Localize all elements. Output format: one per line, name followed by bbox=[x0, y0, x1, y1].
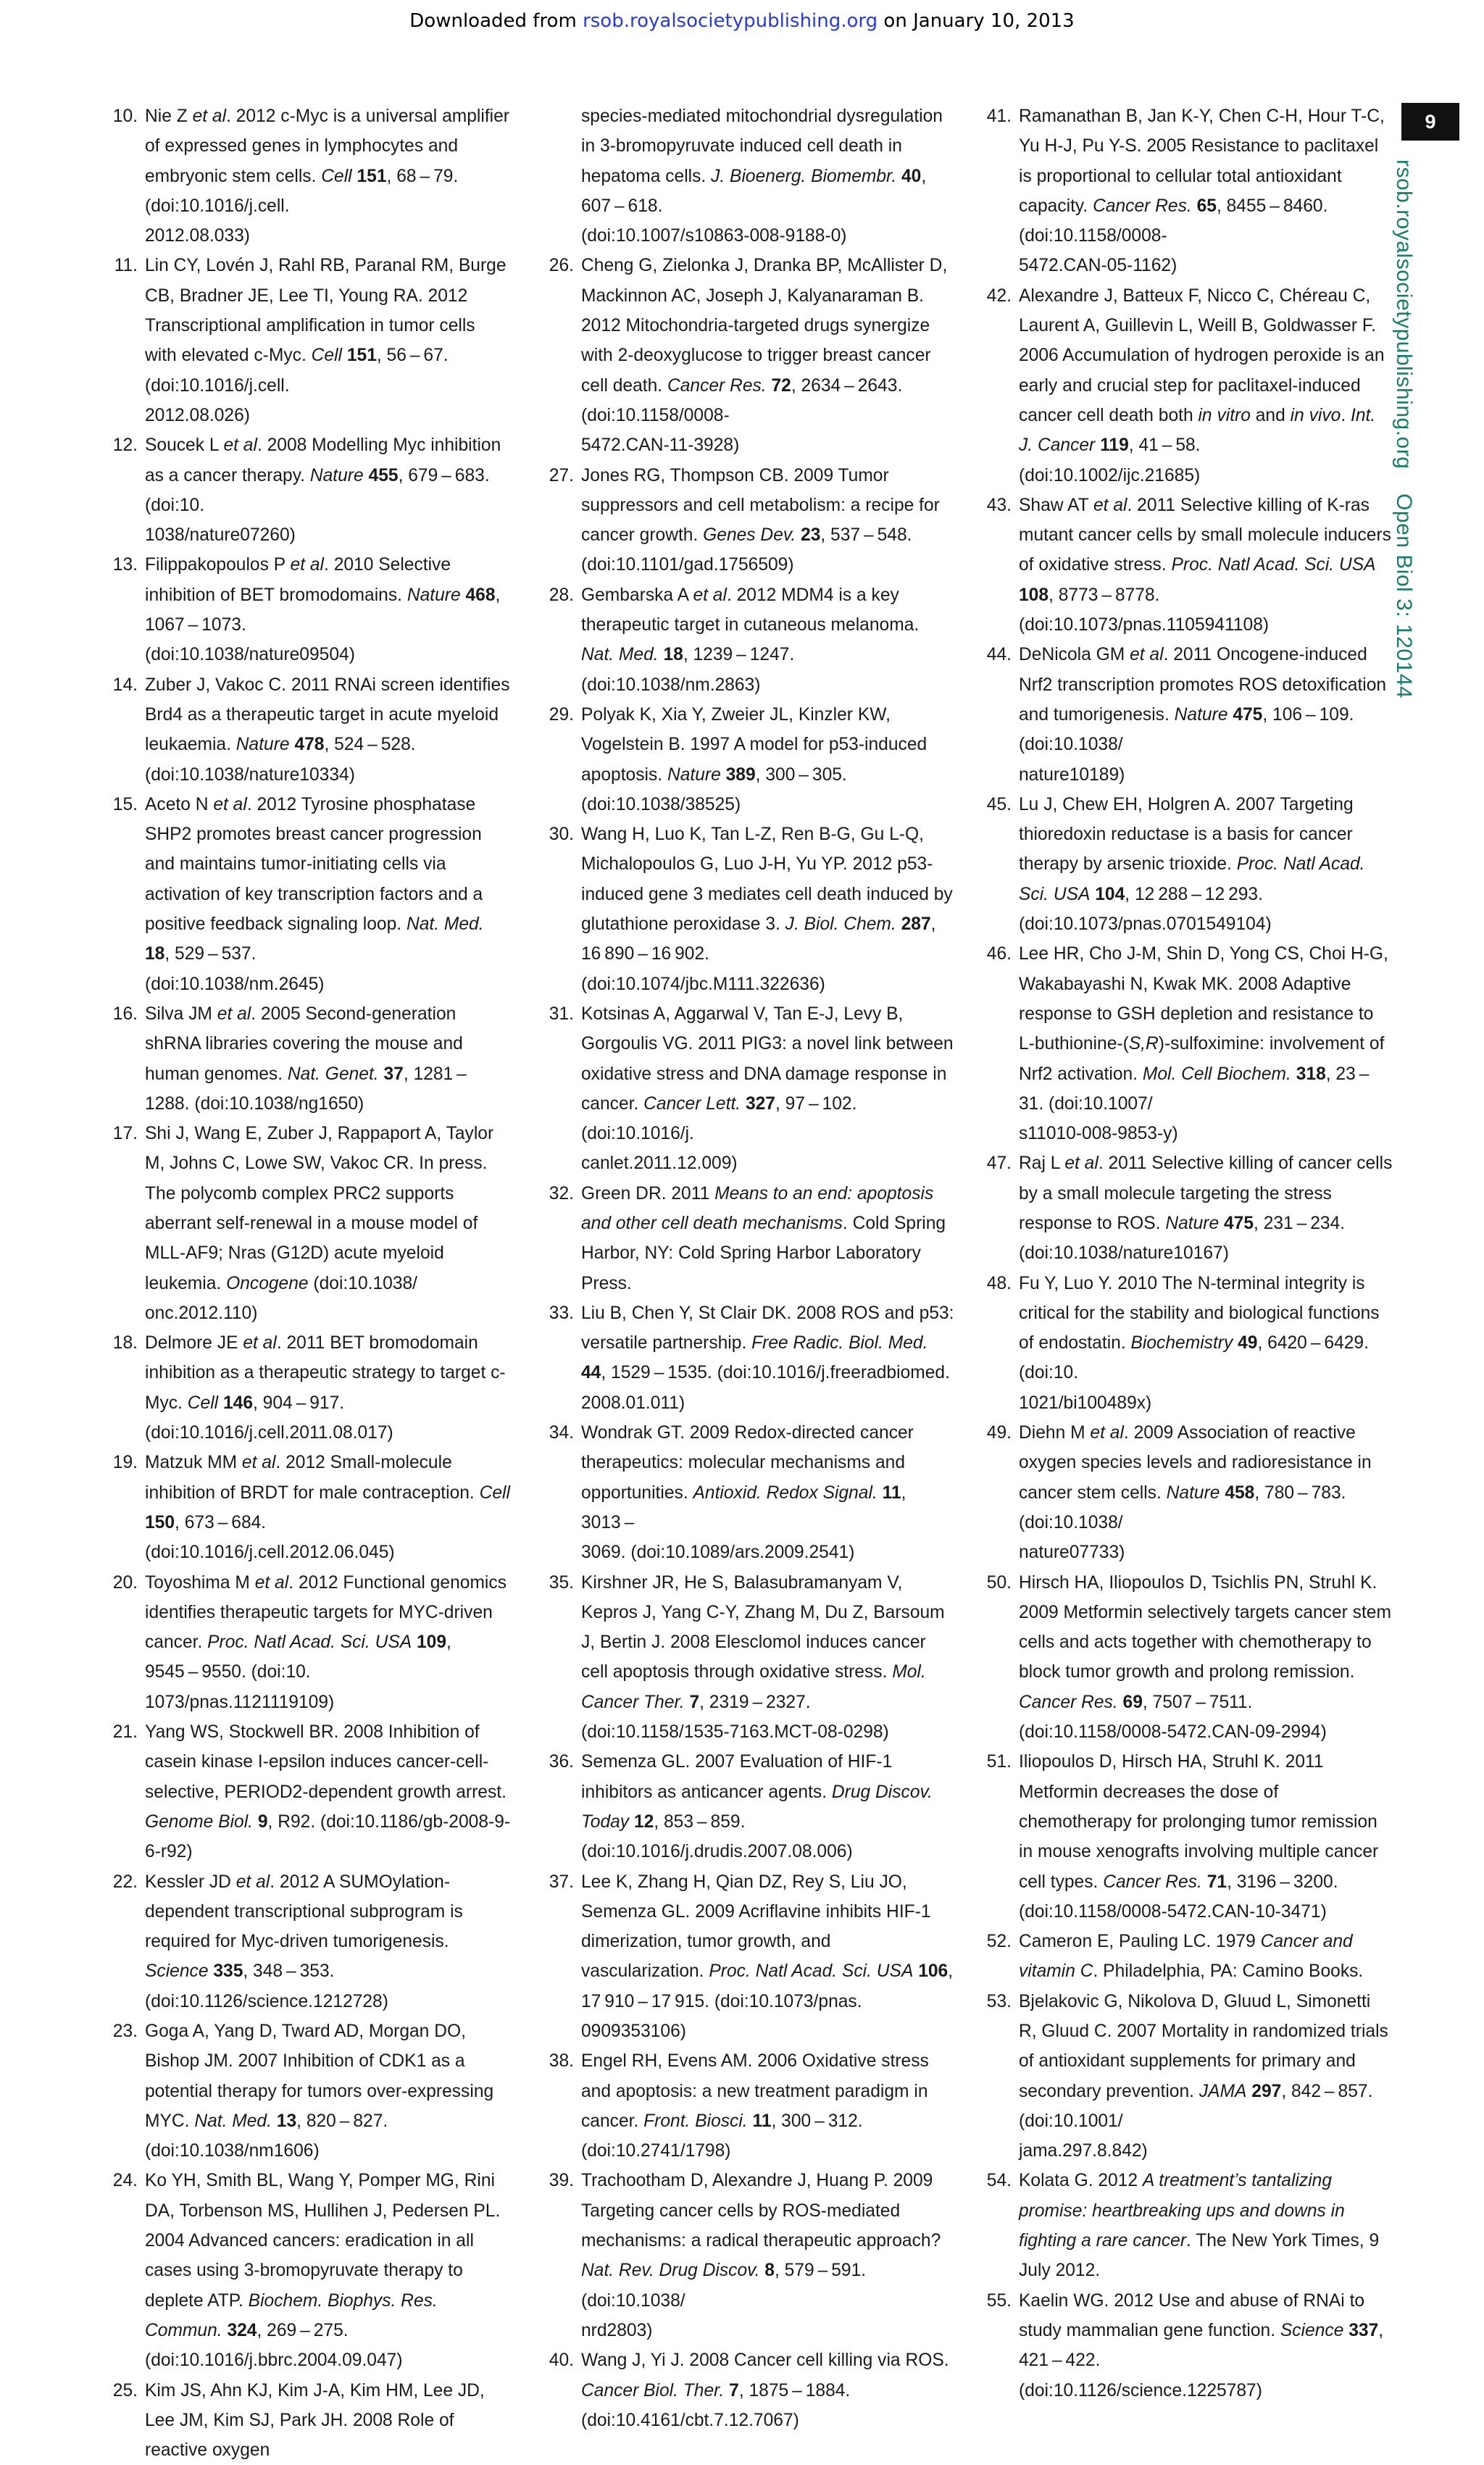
reference-text: Kotsinas A, Aggarwal V, Tan E-J, Levy B, Gorgoulis VG. 2011 PIG3: a novel link between oxidative stress and DNA damage response in cancer. Cancer Lett. 327, 97 – 102. (doi:10.1016/j. canlet.2011.12.009) bbox=[581, 1004, 954, 1174]
reference-item bbox=[542, 1867, 955, 2047]
reference-item bbox=[542, 700, 955, 819]
reference-number: 47. bbox=[986, 1154, 1012, 1174]
reference-number: 19. bbox=[112, 1453, 138, 1473]
reference-item bbox=[542, 1298, 955, 1418]
reference-text: Kolata G. 2012 A treatment’s tantalizing promise: heartbreaking ups and downs in fighting a rare cancer. The New York Times, 9 July 2012. bbox=[1019, 2171, 1380, 2281]
reference-text: Engel RH, Evens AM. 2006 Oxidative stress and apoptosis: a new treatment paradigm in cancer. Front. Biosci. 11, 300 – 312. (doi:10.2741/1798) bbox=[581, 2051, 929, 2161]
reference-number: 11. bbox=[114, 256, 138, 276]
reference-text: Kirshner JR, He S, Balasubramanyam V, Kepros J, Yang C-Y, Zhang M, Du Z, Barsoum J, Bertin J. 2008 Elesclomol induces cancer cell apoptosis through oxidative stress. Mol. Cancer Ther. 7, 2319 – 2327. (doi:10.1158/1535-7163.MCT-08-0298) bbox=[581, 1572, 945, 1743]
reference-item bbox=[542, 251, 955, 460]
reference-text: Nie Z et al. 2012 c-Myc is a universal amplifier of expressed genes in lymphocytes and embryonic stem cells. Cell 151, 68 – 79. (doi:10.1016/j.cell. 2012.08.033) bbox=[145, 107, 509, 246]
reference-text: Jones RG, Thompson CB. 2009 Tumor suppressors and cell metabolism: a recipe for cancer growth. Genes Dev. 23, 537 – 548. (doi:10.1101/gad.1756509) bbox=[581, 465, 940, 575]
download-prefix: Downloaded from bbox=[409, 10, 583, 32]
journal-site-link[interactable]: rsob.royalsocietypublishing.org bbox=[1392, 159, 1416, 470]
reference-text: Alexandre J, Batteux F, Nicco C, Chéreau C, Laurent A, Guillevin L, Weill B, Goldwasser F. 2006 Accumulation of hydrogen peroxide is an early and crucial step for paclitaxel-induced cancer cell death both in vitro and in vivo. Int. J. Cancer 119, 41 – 58. (doi:10.1002/ijc.21685) bbox=[1019, 285, 1385, 485]
reference-number: 53. bbox=[986, 1991, 1012, 2011]
reference-number: 41. bbox=[986, 107, 1012, 126]
reference-text: Filippakopoulos P et al. 2010 Selective inhibition of BET bromodomains. Nature 468, 1067 – 1073. (doi:10.1038/nature09504) bbox=[145, 555, 501, 665]
reference-item bbox=[542, 1418, 955, 1567]
reference-item bbox=[980, 790, 1393, 939]
reference-number: 30. bbox=[549, 825, 574, 845]
reference-number: 20. bbox=[112, 1572, 138, 1593]
reference-text: Lee K, Zhang H, Qian DZ, Rey S, Liu JO, Semenza GL. 2009 Acriflavine inhibits HIF-1 dimerization, tumor growth, and vascularization. Proc. Natl Acad. Sci. USA 106, 17 910 – 17 915. (doi:10.1073/pnas. 0909353106) bbox=[581, 1872, 954, 2041]
reference-text: Lu J, Chew EH, Holgren A. 2007 Targeting thioredoxin reductase is a basis for cancer therapy by arsenic trioxide. Proc. Natl Acad. Sci. USA 104, 12 288 – 12 293. (doi:10.1073/pnas.0701549104) bbox=[1019, 794, 1365, 935]
reference-item bbox=[542, 1179, 955, 1298]
reference-item bbox=[542, 461, 955, 580]
reference-item bbox=[980, 1148, 1393, 1268]
reference-item bbox=[542, 101, 955, 251]
reference-number: 33. bbox=[549, 1303, 574, 1323]
reference-number: 29. bbox=[549, 704, 574, 725]
reference-number: 32. bbox=[549, 1183, 574, 1204]
reference-number: 22. bbox=[112, 1872, 138, 1892]
reference-number: 45. bbox=[986, 794, 1012, 814]
reference-item bbox=[980, 1568, 1393, 1748]
reference-item bbox=[106, 430, 512, 550]
reference-item bbox=[980, 939, 1393, 1148]
reference-item bbox=[542, 819, 955, 999]
reference-number: 38. bbox=[549, 2051, 574, 2072]
reference-item bbox=[980, 1418, 1393, 1567]
reference-number: 36. bbox=[549, 1752, 574, 1772]
reference-number: 34. bbox=[549, 1423, 574, 1443]
page-number: 9 bbox=[1401, 103, 1459, 141]
journal-sidebar bbox=[1392, 159, 1445, 699]
reference-text: Diehn M et al. 2009 Association of reactive oxygen species levels and radioresistance in cancer stem cells. Nature 458, 780 – 783. (doi:10.1038/ nature07733) bbox=[1019, 1423, 1372, 1563]
reference-text: Bjelakovic G, Nikolova D, Gluud L, Simonetti R, Gluud C. 2007 Mortality in randomized trials of antioxidant supplements for primary and secondary prevention. JAMA 297, 842 – 857. (doi:10.1001/ jama.297.8.842) bbox=[1019, 1991, 1388, 2161]
reference-text: Aceto N et al. 2012 Tyrosine phosphatase SHP2 promotes breast cancer progression and maintains tumor-initiating cells via activation of key transcription factors and a positive feedback signaling loop. Nat. Med. 18, 529 – 537. (doi:10.1038/nm.2645) bbox=[145, 794, 484, 994]
reference-item bbox=[980, 1987, 1393, 2166]
download-source-link[interactable]: rsob.royalsocietypublishing.org bbox=[583, 10, 878, 32]
reference-number: 39. bbox=[549, 2171, 574, 2191]
reference-item bbox=[106, 1867, 512, 2016]
reference-item bbox=[542, 2046, 955, 2166]
reference-text: Liu B, Chen Y, St Clair DK. 2008 ROS and p53: versatile partnership. Free Radic. Biol. Med. 44, 1529 – 1535. (doi:10.1016/j.freeradbiomed. 2008.01.011) bbox=[581, 1303, 954, 1413]
reference-number: 37. bbox=[549, 1872, 574, 1892]
reference-item bbox=[980, 491, 1393, 640]
reference-text: Toyoshima M et al. 2012 Functional genomics identifies therapeutic targets for MYC-driven cancer. Proc. Natl Acad. Sci. USA 109, 9545 – 9550. (doi:10. 1073/pnas.1121119109) bbox=[145, 1572, 507, 1712]
reference-number: 27. bbox=[549, 465, 574, 485]
reference-number: 42. bbox=[986, 285, 1012, 306]
reference-number: 40. bbox=[549, 2351, 574, 2371]
reference-text: Delmore JE et al. 2011 BET bromodomain inhibition as a therapeutic strategy to target c-Myc. Cell 146, 904 – 917. (doi:10.1016/j.cell.2011.08.017) bbox=[145, 1333, 506, 1443]
reference-text: Lin CY, Lovén J, Rahl RB, Paranal RM, Burge CB, Bradner JE, Lee TI, Young RA. 2012 Transcriptional amplification in tumor cells with elevated c-Myc. Cell 151, 56 – 67. (doi:10.1016/j.cell. 2012.08.026) bbox=[145, 256, 507, 425]
reference-text: Zuber J, Vakoc C. 2011 RNAi screen identifies Brd4 as a therapeutic target in acute myeloid leukaemia. Nature 478, 524 – 528. (doi:10.1038/nature10334) bbox=[145, 675, 510, 785]
reference-text: Kim JS, Ahn KJ, Kim J-A, Kim HM, Lee JD, Lee JM, Kim SJ, Park JH. 2008 Role of reactive oxygen bbox=[145, 2380, 485, 2461]
reference-item bbox=[542, 2166, 955, 2345]
reference-text: Ramanathan B, Jan K-Y, Chen C-H, Hour T-C, Yu H-J, Pu Y-S. 2005 Resistance to paclitaxel is proportional to cellular total antioxidant capacity. Cancer Res. 65, 8455 – 8460. (doi:10.1158/0008- 5472.CAN-05-1162) bbox=[1019, 107, 1385, 276]
reference-text: Silva JM et al. 2005 Second-generation shRNA libraries covering the mouse and human genomes. Nat. Genet. 37, 1281 – 1288. (doi:10.1038/ng1650) bbox=[145, 1004, 470, 1114]
reference-text: Trachootham D, Alexandre J, Huang P. 2009 Targeting cancer cells by ROS-mediated mechanisms: a radical therapeutic approach? Nat. Rev. Drug Discov. 8, 579 – 591. (doi:10.1038/ nrd2803) bbox=[581, 2171, 941, 2340]
reference-text: Wondrak GT. 2009 Redox-directed cancer therapeutics: molecular mechanisms and opportunities. Antioxid. Redox Signal. 11, 3013 – 3069. (doi:10.1089/ars.2009.2541) bbox=[581, 1423, 914, 1563]
reference-item bbox=[980, 2286, 1393, 2406]
reference-item bbox=[106, 2376, 512, 2465]
reference-text: Green DR. 2011 Means to an end: apoptosis and other cell death mechanisms. Cold Spring Harbor, NY: Cold Spring Harbor Laboratory Press. bbox=[581, 1183, 946, 1293]
reference-item bbox=[542, 580, 955, 700]
reference-item bbox=[980, 101, 1393, 281]
sidebar-separator bbox=[1392, 475, 1416, 488]
reference-item bbox=[980, 1927, 1393, 1987]
reference-number: 51. bbox=[986, 1752, 1012, 1772]
reference-number: 17. bbox=[112, 1124, 138, 1144]
reference-text: species-mediated mitochondrial dysregulation in 3-bromopyruvate induced cell death in hepatoma cells. J. Bioenerg. Biomembr. 40, 607 – 618. (doi:10.1007/s10863-008-9188-0) bbox=[581, 107, 943, 246]
reference-item bbox=[542, 999, 955, 1179]
journal-citation: Open Biol 3: 120144 bbox=[1392, 493, 1416, 699]
reference-number: 46. bbox=[986, 944, 1012, 964]
reference-number: 31. bbox=[549, 1004, 574, 1024]
reference-item bbox=[542, 2345, 955, 2435]
reference-item bbox=[106, 1568, 512, 1717]
reference-column-2 bbox=[542, 101, 955, 2435]
reference-item bbox=[542, 1568, 955, 1748]
reference-number: 50. bbox=[986, 1572, 1012, 1593]
reference-item bbox=[542, 1747, 955, 1867]
reference-number: 52. bbox=[986, 1932, 1012, 1952]
reference-text: Cheng G, Zielonka J, Dranka BP, McAllister D, Mackinnon AC, Joseph J, Kalyanaraman B. 2012 Mitochondria-targeted drugs synergize with 2-deoxyglucose to trigger breast cancer cell death. Cancer Res. 72, 2634 – 2643. (doi:10.1158/0008- 5472.CAN-11-3928) bbox=[581, 256, 948, 456]
reference-item bbox=[106, 2016, 512, 2166]
reference-number: 55. bbox=[986, 2290, 1012, 2311]
reference-item bbox=[106, 790, 512, 999]
reference-number: 25. bbox=[112, 2380, 138, 2401]
reference-number: 28. bbox=[549, 585, 574, 605]
reference-number: 24. bbox=[112, 2171, 138, 2191]
reference-number: 44. bbox=[986, 645, 1012, 665]
reference-number: 43. bbox=[986, 495, 1012, 515]
reference-number: 16. bbox=[112, 1004, 138, 1024]
reference-text: Matzuk MM et al. 2012 Small-molecule inhibition of BRDT for male contraception. Cell 150, 673 – 684. (doi:10.1016/j.cell.2012.06.045) bbox=[145, 1453, 510, 1563]
reference-text: Semenza GL. 2007 Evaluation of HIF-1 inhibitors as anticancer agents. Drug Discov. Today 12, 853 – 859. (doi:10.1016/j.drudis.2007.08.006) bbox=[581, 1752, 933, 1862]
reference-item bbox=[980, 1747, 1393, 1927]
reference-text: Iliopoulos D, Hirsch HA, Struhl K. 2011 Metformin decreases the dose of chemotherapy for prolonging tumor remission in mouse xenografts involving multiple cancer cell types. Cancer Res. 71, 3196 – 3200. (doi:10.1158/0008-5472.CAN-10-3471) bbox=[1019, 1752, 1379, 1922]
reference-number: 13. bbox=[112, 555, 138, 575]
reference-item bbox=[106, 670, 512, 790]
reference-number: 49. bbox=[986, 1423, 1012, 1443]
reference-item bbox=[980, 640, 1393, 789]
reference-item bbox=[106, 101, 512, 251]
reference-text: Fu Y, Luo Y. 2010 The N-terminal integrity is critical for the stability and biological functions of endostatin. Biochemistry 49, 6420 – 6429. (doi:10. 1021/bi100489x) bbox=[1019, 1273, 1380, 1413]
reference-item bbox=[106, 1448, 512, 1567]
reference-text: Wang H, Luo K, Tan L-Z, Ren B-G, Gu L-Q, Michalopoulos G, Luo J-H, Yu YP. 2012 p53-induced gene 3 mediates cell death induced by glutathione peroxidase 3. J. Biol. Chem. 287, 16 890 – 16 902. (doi:10.1074/jbc.M111.322636) bbox=[581, 825, 953, 994]
reference-item bbox=[106, 999, 512, 1119]
reference-item bbox=[106, 1328, 512, 1448]
reference-number: 54. bbox=[986, 2171, 1012, 2191]
reference-number: 21. bbox=[112, 1722, 138, 1743]
reference-number: 23. bbox=[112, 2022, 138, 2041]
download-notice bbox=[0, 10, 1484, 32]
reference-text: Soucek L et al. 2008 Modelling Myc inhibition as a cancer therapy. Nature 455, 679 – 683. (doi:10. 1038/nature07260) bbox=[145, 435, 501, 546]
reference-text: DeNicola GM et al. 2011 Oncogene-induced Nrf2 transcription promotes ROS detoxification and tumorigenesis. Nature 475, 106 – 109. (doi:10.1038/ nature10189) bbox=[1019, 645, 1387, 785]
reference-item bbox=[106, 251, 512, 430]
reference-item bbox=[106, 1717, 512, 1867]
reference-item bbox=[106, 2166, 512, 2375]
reference-number: 14. bbox=[112, 675, 138, 695]
reference-text: Gembarska A et al. 2012 MDM4 is a key therapeutic target in cutaneous melanoma. Nat. Med. 18, 1239 – 1247. (doi:10.1038/nm.2863) bbox=[581, 585, 920, 695]
reference-item bbox=[980, 1269, 1393, 1418]
journal-sidebar-text bbox=[1391, 159, 1416, 698]
reference-text: Shi J, Wang E, Zuber J, Rappaport A, Taylor M, Johns C, Lowe SW, Vakoc CR. In press. The polycomb complex PRC2 supports aberrant self-renewal in a mouse model of MLL-AF9; Nras (G12D) acute myeloid leukemia. Oncogene (doi:10.1038/ onc.2012.110) bbox=[145, 1124, 494, 1323]
reference-number: 26. bbox=[549, 256, 574, 276]
reference-text: Kaelin WG. 2012 Use and abuse of RNAi to study mammalian gene function. Science 337, 421 – 422. (doi:10.1126/science.1225787) bbox=[1019, 2290, 1384, 2401]
reference-column-3 bbox=[980, 101, 1393, 2406]
reference-column-1 bbox=[106, 101, 512, 2465]
reference-text: Wang J, Yi J. 2008 Cancer cell killing via ROS. Cancer Biol. Ther. 7, 1875 – 1884. (doi:10.4161/cbt.7.12.7067) bbox=[581, 2351, 949, 2430]
reference-number: 48. bbox=[986, 1273, 1012, 1293]
reference-number: 18. bbox=[112, 1333, 138, 1354]
reference-text: Goga A, Yang D, Tward AD, Morgan DO, Bishop JM. 2007 Inhibition of CDK1 as a potential therapy for tumors over-expressing MYC. Nat. Med. 13, 820 – 827. (doi:10.1038/nm1606) bbox=[145, 2022, 494, 2161]
reference-text: Kessler JD et al. 2012 A SUMOylation-dependent transcriptional subprogram is required for Myc-driven tumorigenesis. Science 335, 348 – 353. (doi:10.1126/science.1212728) bbox=[145, 1872, 463, 2011]
reference-text: Cameron E, Pauling LC. 1979 Cancer and vitamin C. Philadelphia, PA: Camino Books. bbox=[1019, 1932, 1364, 1982]
reference-text: Hirsch HA, Iliopoulos D, Tsichlis PN, Struhl K. 2009 Metformin selectively targets cancer stem cells and acts together with chemotherapy to block tumor growth and prolong remission. Cancer Res. 69, 7507 – 7511. (doi:10.1158/0008-5472.CAN-09-2994) bbox=[1019, 1572, 1391, 1743]
reference-text: Yang WS, Stockwell BR. 2008 Inhibition of casein kinase I-epsilon induces cancer-cell-selective, PERIOD2-dependent growth arrest. Genome Biol. 9, R92. (doi:10.1186/gb-2008-9-6-r92) bbox=[145, 1722, 511, 1862]
reference-number: 10. bbox=[112, 107, 138, 126]
reference-item bbox=[106, 550, 512, 670]
reference-text: Polyak K, Xia Y, Zweier JL, Kinzler KW, Vogelstein B. 1997 A model for p53-induced apoptosis. Nature 389, 300 – 305. (doi:10.1038/38525) bbox=[581, 704, 928, 814]
reference-text: Lee HR, Cho J-M, Shin D, Yong CS, Choi H-G, Wakabayashi N, Kwak MK. 2008 Adaptive response to GSH depletion and resistance to L-buthionine-(S,R)-sulfoximine: involvement of Nrf2 activation. Mol. Cell Biochem. 318, 23 – 31. (doi:10.1007/ s11010-008-9853-y) bbox=[1019, 944, 1388, 1144]
reference-text: Ko YH, Smith BL, Wang Y, Pomper MG, Rini DA, Torbenson MS, Hullihen J, Pedersen PL. 2004 Advanced cancers: eradication in all cases using 3-bromopyruvate therapy to deplete ATP. Biochem. Biophys. Res. Commun. 324, 269 – 275. (doi:10.1016/j.bbrc.2004.09.047) bbox=[145, 2171, 501, 2371]
reference-item bbox=[980, 281, 1393, 491]
reference-number: 35. bbox=[549, 1572, 574, 1593]
reference-item bbox=[106, 1119, 512, 1328]
download-date: on January 10, 2013 bbox=[878, 10, 1075, 32]
reference-text: Shaw AT et al. 2011 Selective killing of K-ras mutant cancer cells by small molecule inducers of oxidative stress. Proc. Natl Acad. Sci. USA 108, 8773 – 8778. (doi:10.1073/pnas.1105941108) bbox=[1019, 495, 1391, 635]
reference-text: Raj L et al. 2011 Selective killing of cancer cells by a small molecule targeting the stress response to ROS. Nature 475, 231 – 234. (doi:10.1038/nature10167) bbox=[1019, 1154, 1393, 1264]
reference-number: 12. bbox=[112, 435, 138, 456]
reference-number: 15. bbox=[112, 794, 138, 814]
reference-item bbox=[980, 2166, 1393, 2285]
